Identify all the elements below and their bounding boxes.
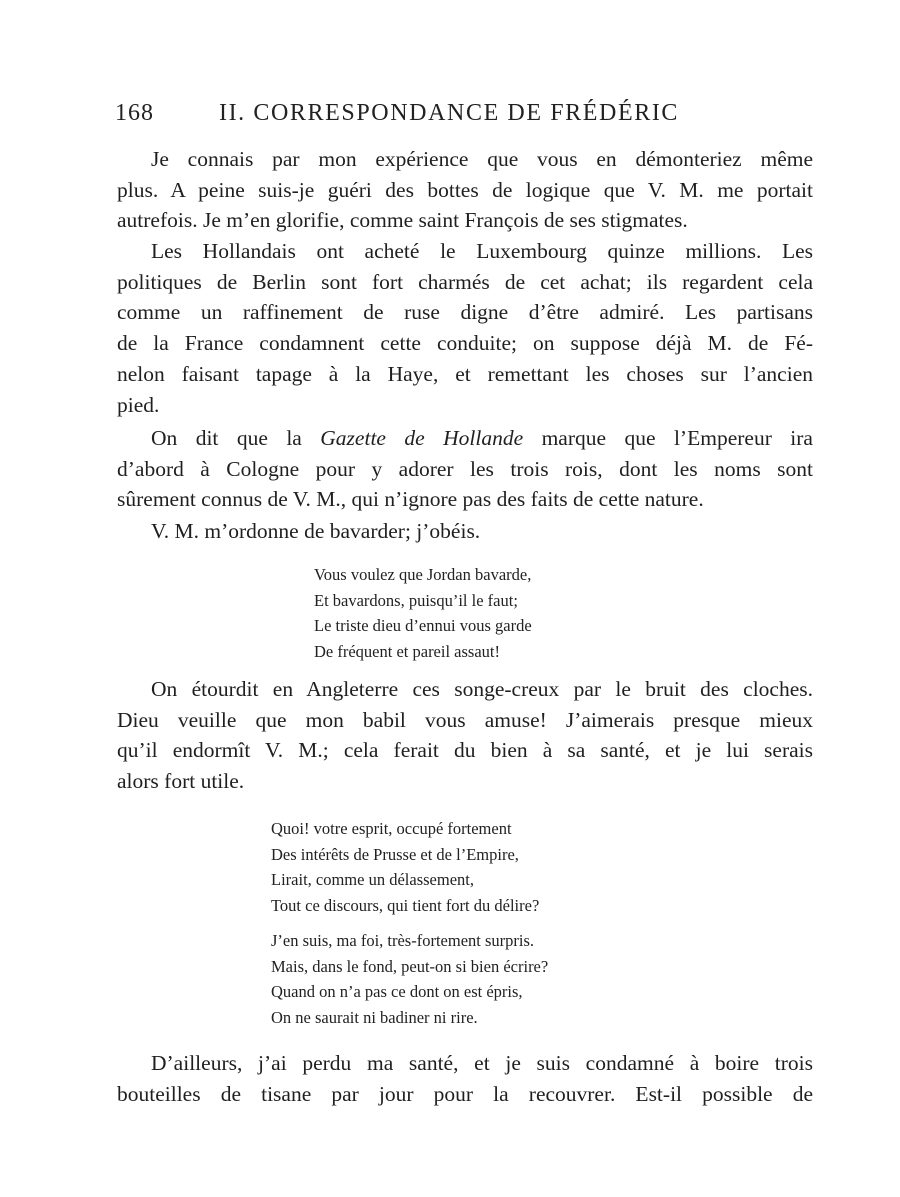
text-line: pied. bbox=[117, 392, 160, 417]
text-line: de la France condamnent cette conduite; on suppose déjà M. de Fé- bbox=[117, 331, 813, 356]
text-line: D’ailleurs, j’ai perdu ma santé, et je suis condamné à boire trois bbox=[151, 1051, 813, 1075]
verse-stanza bbox=[314, 562, 532, 665]
paragraph bbox=[117, 516, 813, 547]
text-line: d’abord à Cologne pour y adorer les trois rois, dont les noms sont bbox=[117, 456, 813, 481]
paragraph bbox=[117, 423, 813, 515]
text-line: comme un raffinement de ruse digne d’être admiré. Les partisans bbox=[117, 300, 813, 325]
verse-line: De fréquent et pareil assaut! bbox=[314, 642, 500, 662]
verse-line: Quoi! votre esprit, occupé fortement bbox=[271, 819, 512, 838]
text-line: On étourdit en Angleterre ces songe-creux par le bruit des cloches. bbox=[151, 677, 813, 701]
verse-line: Et bavardons, puisqu’il le faut; bbox=[314, 590, 518, 610]
verse-line: Lirait, comme un délassement, bbox=[271, 870, 474, 890]
text-line: Les Hollandais ont acheté le Luxembourg quinze millions. Les bbox=[151, 239, 813, 263]
verse-line: J’en suis, ma foi, très-fortement surpris. bbox=[271, 931, 535, 950]
text-line bbox=[117, 423, 813, 454]
text-segment: marque que l’Empereur ira bbox=[523, 426, 813, 450]
text-line: sûrement connus de V. M., qui n’ignore pas des faits de cette nature. bbox=[117, 487, 704, 512]
text-line: alors fort utile. bbox=[117, 769, 245, 794]
verse-line: Le triste dieu d’ennui vous garde bbox=[314, 616, 532, 636]
verse-line: Des intérêts de Prusse et de l’Empire, bbox=[271, 844, 519, 864]
verse-line: Vous voulez que Jordan bavarde, bbox=[314, 565, 532, 584]
verse-stanza bbox=[271, 928, 548, 1031]
verse-line: On ne saurait ni badiner ni rire. bbox=[271, 1008, 478, 1028]
paragraph bbox=[117, 674, 813, 797]
verse-line: Quand on n’a pas ce dont on est épris, bbox=[271, 982, 523, 1002]
verse-line: Tout ce discours, qui tient fort du délire? bbox=[271, 896, 540, 916]
verse-stanza bbox=[271, 816, 539, 919]
paragraph bbox=[117, 236, 813, 420]
paragraph bbox=[117, 144, 813, 236]
running-title: II. CORRESPONDANCE DE FRÉDÉRIC bbox=[219, 100, 680, 126]
text-line: qu’il endormît V. M.; cela ferait du bien à sa santé, et je lui serais bbox=[117, 738, 813, 763]
italic-title: Gazette de Hollande bbox=[320, 426, 524, 450]
text-line: autrefois. Je m’en glorifie, comme saint François de ses stigmates. bbox=[117, 208, 688, 233]
page-number: 168 bbox=[115, 100, 154, 126]
text-line: bouteilles de tisane par jour pour la recouvrer. Est-il possible de bbox=[117, 1081, 813, 1106]
verse-line: Mais, dans le fond, peut-on si bien écrire? bbox=[271, 956, 549, 976]
text-line: nelon faisant tapage à la Haye, et remettant les choses sur l’ancien bbox=[117, 361, 813, 386]
text-line: Je connais par mon expérience que vous en démonteriez même bbox=[151, 147, 813, 171]
text-line: V. M. m’ordonne de bavarder; j’obéis. bbox=[151, 519, 481, 543]
text-line: plus. A peine suis-je guéri des bottes de logique que V. M. me portait bbox=[117, 177, 813, 202]
text-line: politiques de Berlin sont fort charmés de cet achat; ils regardent cela bbox=[117, 269, 813, 294]
text-line: Dieu veuille que mon babil vous amuse! J’aimerais presque mieux bbox=[117, 707, 813, 732]
paragraph bbox=[117, 1048, 813, 1109]
text-segment: On dit que la bbox=[151, 426, 321, 450]
